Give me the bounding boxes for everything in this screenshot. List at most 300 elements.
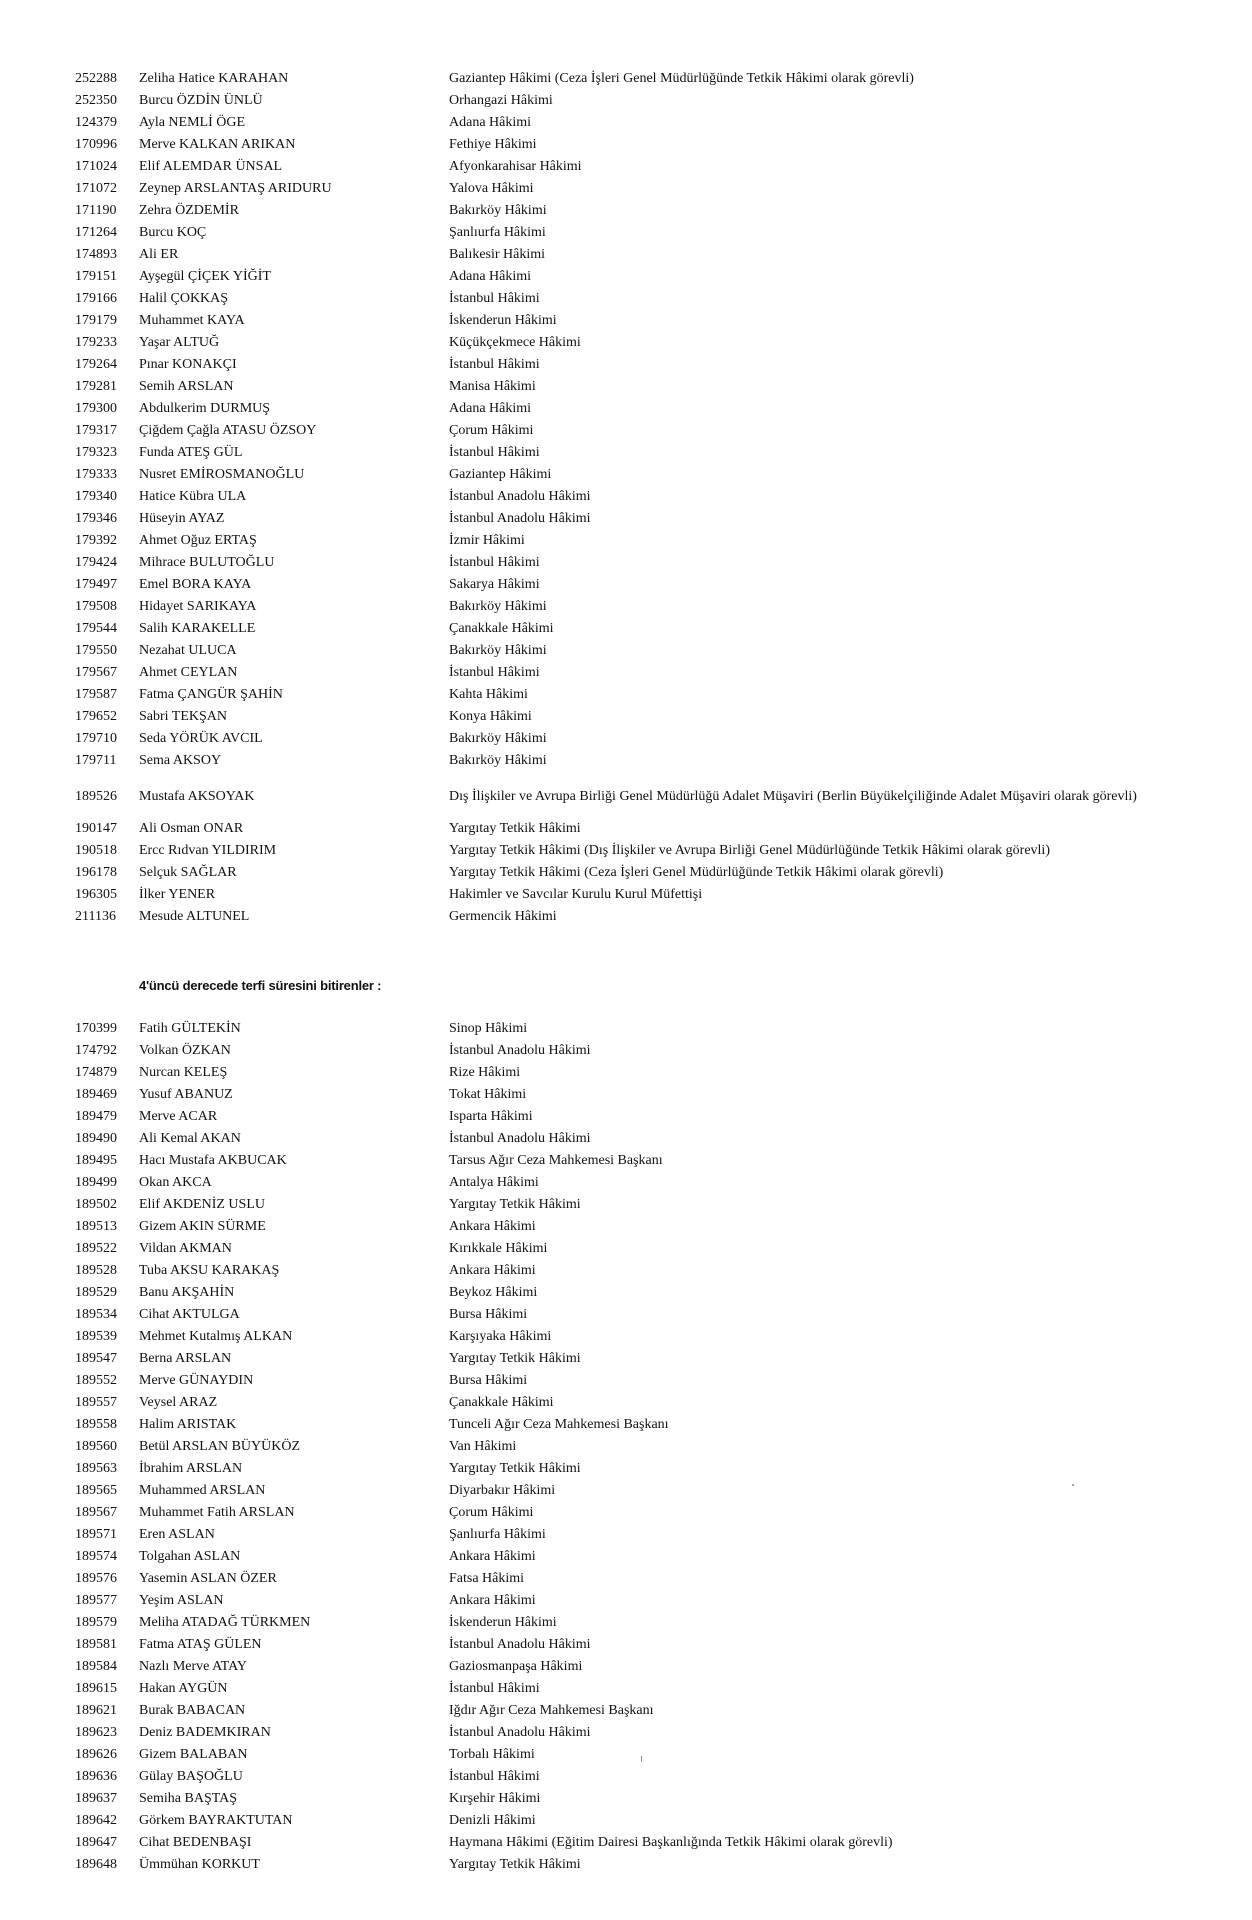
person-name: Muhammed ARSLAN — [139, 1483, 266, 1498]
person-name: Elif AKDENİZ USLU — [139, 1197, 265, 1212]
person-name: Çiğdem Çağla ATASU ÖZSOY — [139, 423, 317, 438]
assignment: Bursa Hâkimi — [449, 1373, 528, 1388]
list-item — [0, 332, 1252, 354]
registry-number: 179497 — [75, 577, 117, 592]
registry-number: 179317 — [75, 423, 117, 438]
person-name: Halil ÇOKKAŞ — [139, 291, 229, 306]
person-name: Mesude ALTUNEL — [139, 909, 250, 924]
registry-number: 189526 — [75, 789, 117, 804]
person-name: Okan AKCA — [139, 1175, 212, 1190]
list-item — [0, 1304, 1252, 1326]
person-name: Fatih GÜLTEKİN — [139, 1021, 241, 1036]
person-name: Nazlı Merve ATAY — [139, 1659, 248, 1674]
assignment: Hakimler ve Savcılar Kurulu Kurul Müfettişi — [449, 887, 703, 902]
person-name: Merve ACAR — [139, 1109, 218, 1124]
registry-number: 189574 — [75, 1549, 117, 1564]
person-name: Ali Osman ONAR — [139, 821, 244, 836]
registry-number: 179264 — [75, 357, 117, 372]
list-item — [0, 618, 1252, 640]
list-item — [0, 1370, 1252, 1392]
person-name: Nezahat ULUCA — [139, 643, 237, 658]
list-item — [0, 530, 1252, 552]
person-name: Eren ASLAN — [139, 1527, 215, 1542]
person-name: Hakan AYGÜN — [139, 1681, 228, 1696]
person-name: Fatma ÇANGÜR ŞAHİN — [139, 687, 283, 702]
list-item — [0, 1546, 1252, 1568]
list-item — [0, 1128, 1252, 1150]
registry-number: 170996 — [75, 137, 117, 152]
person-name: Funda ATEŞ GÜL — [139, 445, 243, 460]
assignment: Kırıkkale Hâkimi — [449, 1241, 548, 1256]
list-item — [0, 1172, 1252, 1194]
assignment: İstanbul Anadolu Hâkimi — [449, 1043, 591, 1058]
list-item — [0, 1590, 1252, 1612]
list-item — [0, 1766, 1252, 1788]
list-item — [0, 112, 1252, 134]
registry-number: 179300 — [75, 401, 117, 416]
person-name: Yeşim ASLAN — [139, 1593, 224, 1608]
list-item — [0, 1722, 1252, 1744]
assignment: Diyarbakır Hâkimi — [449, 1483, 556, 1498]
list-item — [0, 1414, 1252, 1436]
registry-number: 189571 — [75, 1527, 117, 1542]
list-item — [0, 750, 1252, 772]
assignment: İskenderun Hâkimi — [449, 1615, 557, 1630]
registry-number: 174879 — [75, 1065, 117, 1080]
registry-number: 179424 — [75, 555, 117, 570]
person-name: Sabri TEKŞAN — [139, 709, 228, 724]
assignment: Çorum Hâkimi — [449, 423, 534, 438]
person-name: Meliha ATADAĞ TÜRKMEN — [139, 1615, 311, 1630]
list-item — [0, 1238, 1252, 1260]
person-name: İlker YENER — [139, 887, 216, 902]
registry-number: 189563 — [75, 1461, 117, 1476]
registry-number: 179179 — [75, 313, 117, 328]
list-item — [0, 1854, 1252, 1876]
person-name: Deniz BADEMKIRAN — [139, 1725, 271, 1740]
person-name: Sema AKSOY — [139, 753, 222, 768]
person-name: Salih KARAKELLE — [139, 621, 256, 636]
assignment: Adana Hâkimi — [449, 401, 532, 416]
person-name: Semih ARSLAN — [139, 379, 234, 394]
list-item — [0, 596, 1252, 618]
list-item — [0, 310, 1252, 332]
registry-number: 189567 — [75, 1505, 117, 1520]
person-name: Seda YÖRÜK AVCIL — [139, 731, 263, 746]
registry-number: 179346 — [75, 511, 117, 526]
registry-number: 179508 — [75, 599, 117, 614]
assignment: Balıkesir Hâkimi — [449, 247, 546, 262]
assignment: Karşıyaka Hâkimi — [449, 1329, 552, 1344]
registry-number: 179151 — [75, 269, 117, 284]
list-item — [0, 728, 1252, 750]
assignment: Denizli Hâkimi — [449, 1813, 536, 1828]
person-name: Volkan ÖZKAN — [139, 1043, 231, 1058]
registry-number: 179710 — [75, 731, 117, 746]
assignment: Çanakkale Hâkimi — [449, 1395, 554, 1410]
person-name: Semiha BAŞTAŞ — [139, 1791, 238, 1806]
promotion-list-section-2 — [0, 786, 1252, 808]
assignment: Ankara Hâkimi — [449, 1263, 536, 1278]
registry-number: 179587 — [75, 687, 117, 702]
list-item — [0, 1194, 1252, 1216]
registry-number: 179333 — [75, 467, 117, 482]
person-name: Zeynep ARSLANTAŞ ARIDURU — [139, 181, 332, 196]
assignment: Bakırköy Hâkimi — [449, 731, 547, 746]
assignment: Ankara Hâkimi — [449, 1593, 536, 1608]
person-name: Zeliha Hatice KARAHAN — [139, 71, 289, 86]
list-item — [0, 684, 1252, 706]
assignment: Gaziantep Hâkimi (Ceza İşleri Genel Müdürlüğünde Tetkik Hâkimi olarak görevli) — [449, 71, 914, 86]
assignment: İstanbul Hâkimi — [449, 555, 540, 570]
registry-number: 189534 — [75, 1307, 117, 1322]
assignment: Yargıtay Tetkik Hâkimi — [449, 1461, 581, 1476]
registry-number: 189502 — [75, 1197, 117, 1212]
assignment: Gaziantep Hâkimi — [449, 467, 552, 482]
registry-number: 171024 — [75, 159, 117, 174]
registry-number: 189637 — [75, 1791, 117, 1806]
assignment: Tarsus Ağır Ceza Mahkemesi Başkanı — [449, 1153, 663, 1168]
promotion-list-section-1 — [0, 68, 1252, 772]
list-item — [0, 178, 1252, 200]
list-item — [0, 884, 1252, 906]
registry-number: 171072 — [75, 181, 117, 196]
registry-number: 179652 — [75, 709, 117, 724]
person-name: Ayla NEMLİ ÖGE — [139, 115, 246, 130]
person-name: Betül ARSLAN BÜYÜKÖZ — [139, 1439, 301, 1454]
list-item — [0, 288, 1252, 310]
registry-number: 171190 — [75, 203, 117, 218]
registry-number: 174893 — [75, 247, 117, 262]
assignment: Yargıtay Tetkik Hâkimi — [449, 1857, 581, 1872]
person-name: Gizem BALABAN — [139, 1747, 248, 1762]
list-item — [0, 1106, 1252, 1128]
registry-number: 189579 — [75, 1615, 117, 1630]
registry-number: 189513 — [75, 1219, 117, 1234]
assignment: Adana Hâkimi — [449, 269, 532, 284]
list-item — [0, 640, 1252, 662]
person-name: Hatice Kübra ULA — [139, 489, 247, 504]
person-name: Burak BABACAN — [139, 1703, 246, 1718]
assignment: Yargıtay Tetkik Hâkimi (Dış İlişkiler ve Avrupa Birliği Genel Müdürlüğünde Tetkik Hâkimi olarak görevli) — [449, 843, 1050, 858]
list-item — [0, 1392, 1252, 1414]
registry-number: 189581 — [75, 1637, 117, 1652]
list-item — [0, 1678, 1252, 1700]
registry-number: 190147 — [75, 821, 117, 836]
person-name: Ayşegül ÇİÇEK YİĞİT — [139, 269, 271, 284]
list-item — [0, 1018, 1252, 1040]
list-item — [0, 1326, 1252, 1348]
list-item — [0, 1062, 1252, 1084]
assignment: Tokat Hâkimi — [449, 1087, 527, 1102]
registry-number: 196305 — [75, 887, 117, 902]
list-item — [0, 156, 1252, 178]
assignment: İstanbul Anadolu Hâkimi — [449, 489, 591, 504]
list-item — [0, 1810, 1252, 1832]
person-name: Selçuk SAĞLAR — [139, 865, 237, 880]
assignment: Antalya Hâkimi — [449, 1175, 539, 1190]
assignment: Rize Hâkimi — [449, 1065, 521, 1080]
assignment: İstanbul Anadolu Hâkimi — [449, 511, 591, 526]
assignment: Yargıtay Tetkik Hâkimi — [449, 821, 581, 836]
list-item — [0, 1348, 1252, 1370]
registry-number: 189621 — [75, 1703, 117, 1718]
registry-number: 189552 — [75, 1373, 117, 1388]
list-item — [0, 1260, 1252, 1282]
assignment: Yargıtay Tetkik Hâkimi — [449, 1351, 581, 1366]
list-item — [0, 90, 1252, 112]
list-item — [0, 464, 1252, 486]
list-item — [0, 244, 1252, 266]
assignment: Afyonkarahisar Hâkimi — [449, 159, 582, 174]
list-item — [0, 574, 1252, 596]
registry-number: 124379 — [75, 115, 117, 130]
registry-number: 189647 — [75, 1835, 117, 1850]
assignment: Bakırköy Hâkimi — [449, 753, 547, 768]
person-name: Zehra ÖZDEMİR — [139, 203, 239, 218]
person-name: Tuba AKSU KARAKAŞ — [139, 1263, 280, 1278]
assignment: Van Hâkimi — [449, 1439, 517, 1454]
person-name: Ali Kemal AKAN — [139, 1131, 241, 1146]
list-item — [0, 134, 1252, 156]
list-item — [0, 818, 1252, 840]
registry-number: 189560 — [75, 1439, 117, 1454]
promotion-list-section-3 — [0, 818, 1252, 928]
list-item — [0, 1524, 1252, 1546]
person-name: Ali ER — [139, 247, 179, 262]
assignment: Çorum Hâkimi — [449, 1505, 534, 1520]
person-name: Pınar KONAKÇI — [139, 357, 237, 372]
assignment: Ankara Hâkimi — [449, 1549, 536, 1564]
person-name: Fatma ATAŞ GÜLEN — [139, 1637, 262, 1652]
registry-number: 189522 — [75, 1241, 117, 1256]
registry-number: 189577 — [75, 1593, 117, 1608]
registry-number: 189623 — [75, 1725, 117, 1740]
list-item — [0, 706, 1252, 728]
assignment: Bursa Hâkimi — [449, 1307, 528, 1322]
registry-number: 179166 — [75, 291, 117, 306]
person-name: Cihat BEDENBAŞI — [139, 1835, 252, 1850]
assignment: Beykoz Hâkimi — [449, 1285, 538, 1300]
assignment: Bakırköy Hâkimi — [449, 599, 547, 614]
registry-number: 170399 — [75, 1021, 117, 1036]
assignment: Yargıtay Tetkik Hâkimi — [449, 1197, 581, 1212]
person-name: Veysel ARAZ — [139, 1395, 218, 1410]
list-item — [0, 1436, 1252, 1458]
list-item — [0, 552, 1252, 574]
person-name: Nurcan KELEŞ — [139, 1065, 228, 1080]
list-item — [0, 1040, 1252, 1062]
assignment: İstanbul Anadolu Hâkimi — [449, 1725, 591, 1740]
person-name: Halim ARISTAK — [139, 1417, 237, 1432]
registry-number: 196178 — [75, 865, 117, 880]
person-name: Mihrace BULUTOĞLU — [139, 555, 275, 570]
list-item — [0, 398, 1252, 420]
list-item — [0, 1656, 1252, 1678]
assignment: Adana Hâkimi — [449, 115, 532, 130]
list-item — [0, 906, 1252, 928]
assignment: Yargıtay Tetkik Hâkimi (Ceza İşleri Genel Müdürlüğünde Tetkik Hâkimi olarak görevli) — [449, 865, 944, 880]
assignment: Torbalı Hâkimi — [449, 1747, 535, 1762]
assignment: İstanbul Hâkimi — [449, 445, 540, 460]
person-name: Ahmet Oğuz ERTAŞ — [139, 533, 257, 548]
person-name: Vildan AKMAN — [139, 1241, 232, 1256]
list-item — [0, 1502, 1252, 1524]
person-name: Banu AKŞAHİN — [139, 1285, 235, 1300]
scan-speck — [1072, 1484, 1074, 1486]
scan-speck — [641, 1756, 642, 1762]
person-name: Tolgahan ASLAN — [139, 1549, 241, 1564]
assignment: Iğdır Ağır Ceza Mahkemesi Başkanı — [449, 1703, 654, 1718]
registry-number: 252350 — [75, 93, 117, 108]
registry-number: 189499 — [75, 1175, 117, 1190]
list-item — [0, 266, 1252, 288]
assignment: Manisa Hâkimi — [449, 379, 536, 394]
assignment: Haymana Hâkimi (Eğitim Dairesi Başkanlığında Tetkik Hâkimi olarak görevli) — [449, 1835, 893, 1850]
assignment: İstanbul Hâkimi — [449, 665, 540, 680]
registry-number: 189636 — [75, 1769, 117, 1784]
assignment: Orhangazi Hâkimi — [449, 93, 553, 108]
person-name: Hidayet SARIKAYA — [139, 599, 257, 614]
assignment: Şanlıurfa Hâkimi — [449, 225, 546, 240]
list-item — [0, 1216, 1252, 1238]
assignment: Gaziosmanpaşa Hâkimi — [449, 1659, 583, 1674]
registry-number: 189648 — [75, 1857, 117, 1872]
assignment: Yalova Hâkimi — [449, 181, 534, 196]
person-name: Ümmühan KORKUT — [139, 1857, 260, 1872]
registry-number: 179233 — [75, 335, 117, 350]
registry-number: 252288 — [75, 71, 117, 86]
list-item — [0, 1832, 1252, 1854]
registry-number: 189642 — [75, 1813, 117, 1828]
assignment: Sakarya Hâkimi — [449, 577, 540, 592]
person-name: Ahmet CEYLAN — [139, 665, 238, 680]
list-item — [0, 420, 1252, 442]
list-item — [0, 862, 1252, 884]
list-item — [0, 1612, 1252, 1634]
assignment: Dış İlişkiler ve Avrupa Birliği Genel Müdürlüğü Adalet Müşaviri (Berlin Büyükelçiliğinde Adalet Müşaviri olarak görevli) — [449, 789, 1137, 804]
person-name: Elif ALEMDAR ÜNSAL — [139, 159, 283, 174]
list-item — [0, 508, 1252, 530]
list-item — [0, 200, 1252, 222]
registry-number: 189528 — [75, 1263, 117, 1278]
registry-number: 189547 — [75, 1351, 117, 1366]
list-item — [0, 1480, 1252, 1502]
registry-number: 189490 — [75, 1131, 117, 1146]
registry-number: 211136 — [75, 909, 116, 924]
list-item — [0, 1150, 1252, 1172]
person-name: Yusuf ABANUZ — [139, 1087, 233, 1102]
person-name: Gülay BAŞOĞLU — [139, 1769, 243, 1784]
person-name: Berna ARSLAN — [139, 1351, 232, 1366]
registry-number: 189584 — [75, 1659, 117, 1674]
person-name: Gizem AKIN SÜRME — [139, 1219, 266, 1234]
assignment: Kahta Hâkimi — [449, 687, 528, 702]
assignment: İzmir Hâkimi — [449, 533, 525, 548]
person-name: Abdulkerim DURMUŞ — [139, 401, 271, 416]
registry-number: 189557 — [75, 1395, 117, 1410]
person-name: Emel BORA KAYA — [139, 577, 252, 592]
assignment: Küçükçekmece Hâkimi — [449, 335, 581, 350]
registry-number: 189495 — [75, 1153, 117, 1168]
list-item — [0, 376, 1252, 398]
list-item — [0, 1700, 1252, 1722]
assignment: Ankara Hâkimi — [449, 1219, 536, 1234]
assignment: Tunceli Ağır Ceza Mahkemesi Başkanı — [449, 1417, 669, 1432]
person-name: Burcu ÖZDİN ÜNLÜ — [139, 93, 263, 108]
assignment: Kırşehir Hâkimi — [449, 1791, 541, 1806]
list-item — [0, 1744, 1252, 1766]
registry-number: 189615 — [75, 1681, 117, 1696]
assignment: İstanbul Hâkimi — [449, 357, 540, 372]
registry-number: 179544 — [75, 621, 117, 636]
registry-number: 179567 — [75, 665, 117, 680]
person-name: Yasemin ASLAN ÖZER — [139, 1571, 277, 1586]
registry-number: 179323 — [75, 445, 117, 460]
registry-number: 179711 — [75, 753, 117, 768]
person-name: Burcu KOÇ — [139, 225, 207, 240]
assignment: İstanbul Anadolu Hâkimi — [449, 1637, 591, 1652]
registry-number: 179340 — [75, 489, 117, 504]
person-name: Muhammet KAYA — [139, 313, 245, 328]
assignment: Isparta Hâkimi — [449, 1109, 533, 1124]
list-item — [0, 442, 1252, 464]
person-name: Hüseyin AYAZ — [139, 511, 225, 526]
assignment: Fethiye Hâkimi — [449, 137, 537, 152]
registry-number: 179392 — [75, 533, 117, 548]
list-item — [0, 1634, 1252, 1656]
assignment: Çanakkale Hâkimi — [449, 621, 554, 636]
person-name: Ercc Rıdvan YILDIRIM — [139, 843, 277, 858]
list-item — [0, 68, 1252, 90]
list-item — [0, 222, 1252, 244]
assignment: Fatsa Hâkimi — [449, 1571, 525, 1586]
list-item — [0, 662, 1252, 684]
assignment: Şanlıurfa Hâkimi — [449, 1527, 546, 1542]
person-name: Cihat AKTULGA — [139, 1307, 240, 1322]
assignment: Sinop Hâkimi — [449, 1021, 528, 1036]
registry-number: 189576 — [75, 1571, 117, 1586]
person-name: Muhammet Fatih ARSLAN — [139, 1505, 295, 1520]
registry-number: 189469 — [75, 1087, 117, 1102]
list-item — [0, 840, 1252, 862]
promotion-list-section-4 — [0, 1018, 1252, 1876]
list-item — [0, 1282, 1252, 1304]
list-item — [0, 786, 1252, 808]
person-name: Hacı Mustafa AKBUCAK — [139, 1153, 287, 1168]
person-name: Mehmet Kutalmış ALKAN — [139, 1329, 293, 1344]
registry-number: 190518 — [75, 843, 117, 858]
assignment: İstanbul Anadolu Hâkimi — [449, 1131, 591, 1146]
person-name: Görkem BAYRAKTUTAN — [139, 1813, 293, 1828]
registry-number: 179281 — [75, 379, 117, 394]
assignment: İstanbul Hâkimi — [449, 1681, 540, 1696]
assignment: Germencik Hâkimi — [449, 909, 557, 924]
list-item — [0, 1084, 1252, 1106]
list-item — [0, 1568, 1252, 1590]
registry-number: 189539 — [75, 1329, 117, 1344]
assignment: İstanbul Hâkimi — [449, 291, 540, 306]
person-name: Yaşar ALTUĞ — [139, 335, 220, 350]
registry-number: 189479 — [75, 1109, 117, 1124]
assignment: İstanbul Hâkimi — [449, 1769, 540, 1784]
registry-number: 174792 — [75, 1043, 117, 1058]
list-item — [0, 486, 1252, 508]
registry-number: 189529 — [75, 1285, 117, 1300]
assignment: Bakırköy Hâkimi — [449, 643, 547, 658]
registry-number: 189565 — [75, 1483, 117, 1498]
person-name: Merve GÜNAYDIN — [139, 1373, 254, 1388]
